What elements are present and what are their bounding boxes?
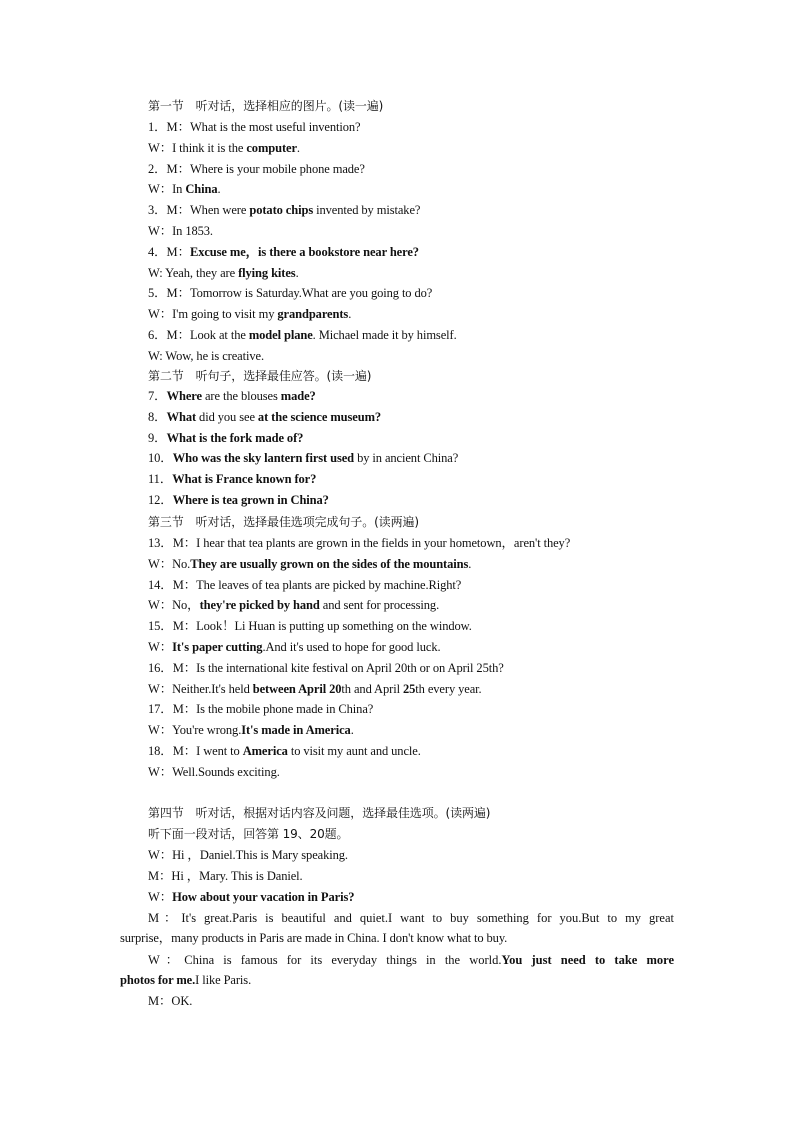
section4-intro: 听下面一段对话，回答第 19、20题。 — [148, 827, 349, 841]
dialogue-line: 15．M：Look！Li Huan is putting up something on the window. — [148, 619, 472, 634]
dialogue-line: W：Neither.It's held between April 20th and April 25th every year. — [148, 681, 482, 696]
dialogue-line: 9．What is the fork made of? — [148, 430, 304, 445]
dialogue-line: W：You're wrong.It's made in America. — [148, 723, 354, 738]
dialogue-line: 4．M：Excuse me，is there a bookstore near here? — [148, 244, 419, 259]
dialogue-line: 8．What did you see at the science museum? — [148, 409, 382, 424]
paragraph-line: M：It's great.Paris is beautiful and quiet.I want to buy something for you.But to my great — [148, 911, 674, 925]
dialogue-line: W: Yeah, they are flying kites. — [148, 265, 299, 280]
dialogue-line: W：Hi ，Daniel.This is Mary speaking. — [148, 848, 348, 862]
dialogue-line: 18．M：I went to America to visit my aunt and uncle. — [148, 744, 421, 758]
dialogue-line: M：Hi ，Mary. This is Daniel. — [148, 869, 303, 883]
dialogue-line: 11．What is France known for? — [148, 472, 317, 487]
dialogue-line: W：I'm going to visit my grandparents. — [148, 307, 352, 322]
dialogue-line: 12．Where is tea grown in China? — [148, 493, 329, 507]
dialogue-line: W：In 1853. — [148, 224, 213, 238]
dialogue-line: 14．M：The leaves of tea plants are picked by machine.Right? — [148, 577, 462, 592]
section3-heading: 第三节 听对话，选择最佳选项完成句子。(读两遍) — [148, 515, 419, 529]
dialogue-line: W：It's paper cutting.And it's used to hope for good luck. — [148, 640, 441, 654]
dialogue-line: 1．M：What is the most useful invention? — [148, 120, 361, 134]
dialogue-line: 7．Where are the blouses made? — [148, 389, 316, 403]
section2-heading: 第二节 听句子，选择最佳应答。(读一遍) — [148, 369, 372, 383]
dialogue-line: 6．M：Look at the model plane. Michael made it by himself. — [148, 328, 457, 342]
paragraph-line: W：China is famous for its everyday things in the world.You just need to take more — [148, 953, 675, 967]
dialogue-line: 16．M：Is the international kite festival on April 20th or on April 25th? — [148, 660, 504, 675]
dialogue-line: W：No.They are usually grown on the sides of the mountains. — [148, 556, 472, 571]
paragraph-line: surprise，many products in Paris are made in China. I don't know what to buy. — [120, 931, 508, 945]
dialogue-line: 5．M：Tomorrow is Saturday.What are you going to do? — [148, 286, 433, 301]
section1-heading: 第一节 听对话，选择相应的图片。(读一遍) — [148, 99, 384, 113]
paragraph-line: photos for me.I like Paris. — [120, 973, 252, 987]
dialogue-line: 10．Who was the sky lantern first used by in ancient China? — [148, 451, 459, 466]
section4-heading: 第四节 听对话，根据对话内容及问题，选择最佳选项。(读两遍) — [148, 806, 491, 820]
dialogue-line: M：OK. — [148, 994, 193, 1008]
dialogue-line: 2．M：Where is your mobile phone made? — [148, 161, 365, 176]
dialogue-line: W：How about your vacation in Paris? — [148, 890, 355, 904]
dialogue-line: W：Well.Sounds exciting. — [148, 764, 280, 779]
dialogue-line: 3．M：When were potato chips invented by mistake? — [148, 203, 421, 218]
dialogue-line: 17．M：Is the mobile phone made in China? — [148, 702, 374, 717]
dialogue-line: 13．M：I hear that tea plants are grown in the fields in your hometown，aren't they? — [148, 536, 571, 550]
dialogue-line: W：No，they're picked by hand and sent for processing. — [148, 598, 440, 613]
dialogue-line: W：I think it is the computer. — [148, 140, 300, 155]
dialogue-line: W: Wow, he is creative. — [148, 348, 264, 363]
dialogue-line: W：In China. — [148, 182, 221, 197]
